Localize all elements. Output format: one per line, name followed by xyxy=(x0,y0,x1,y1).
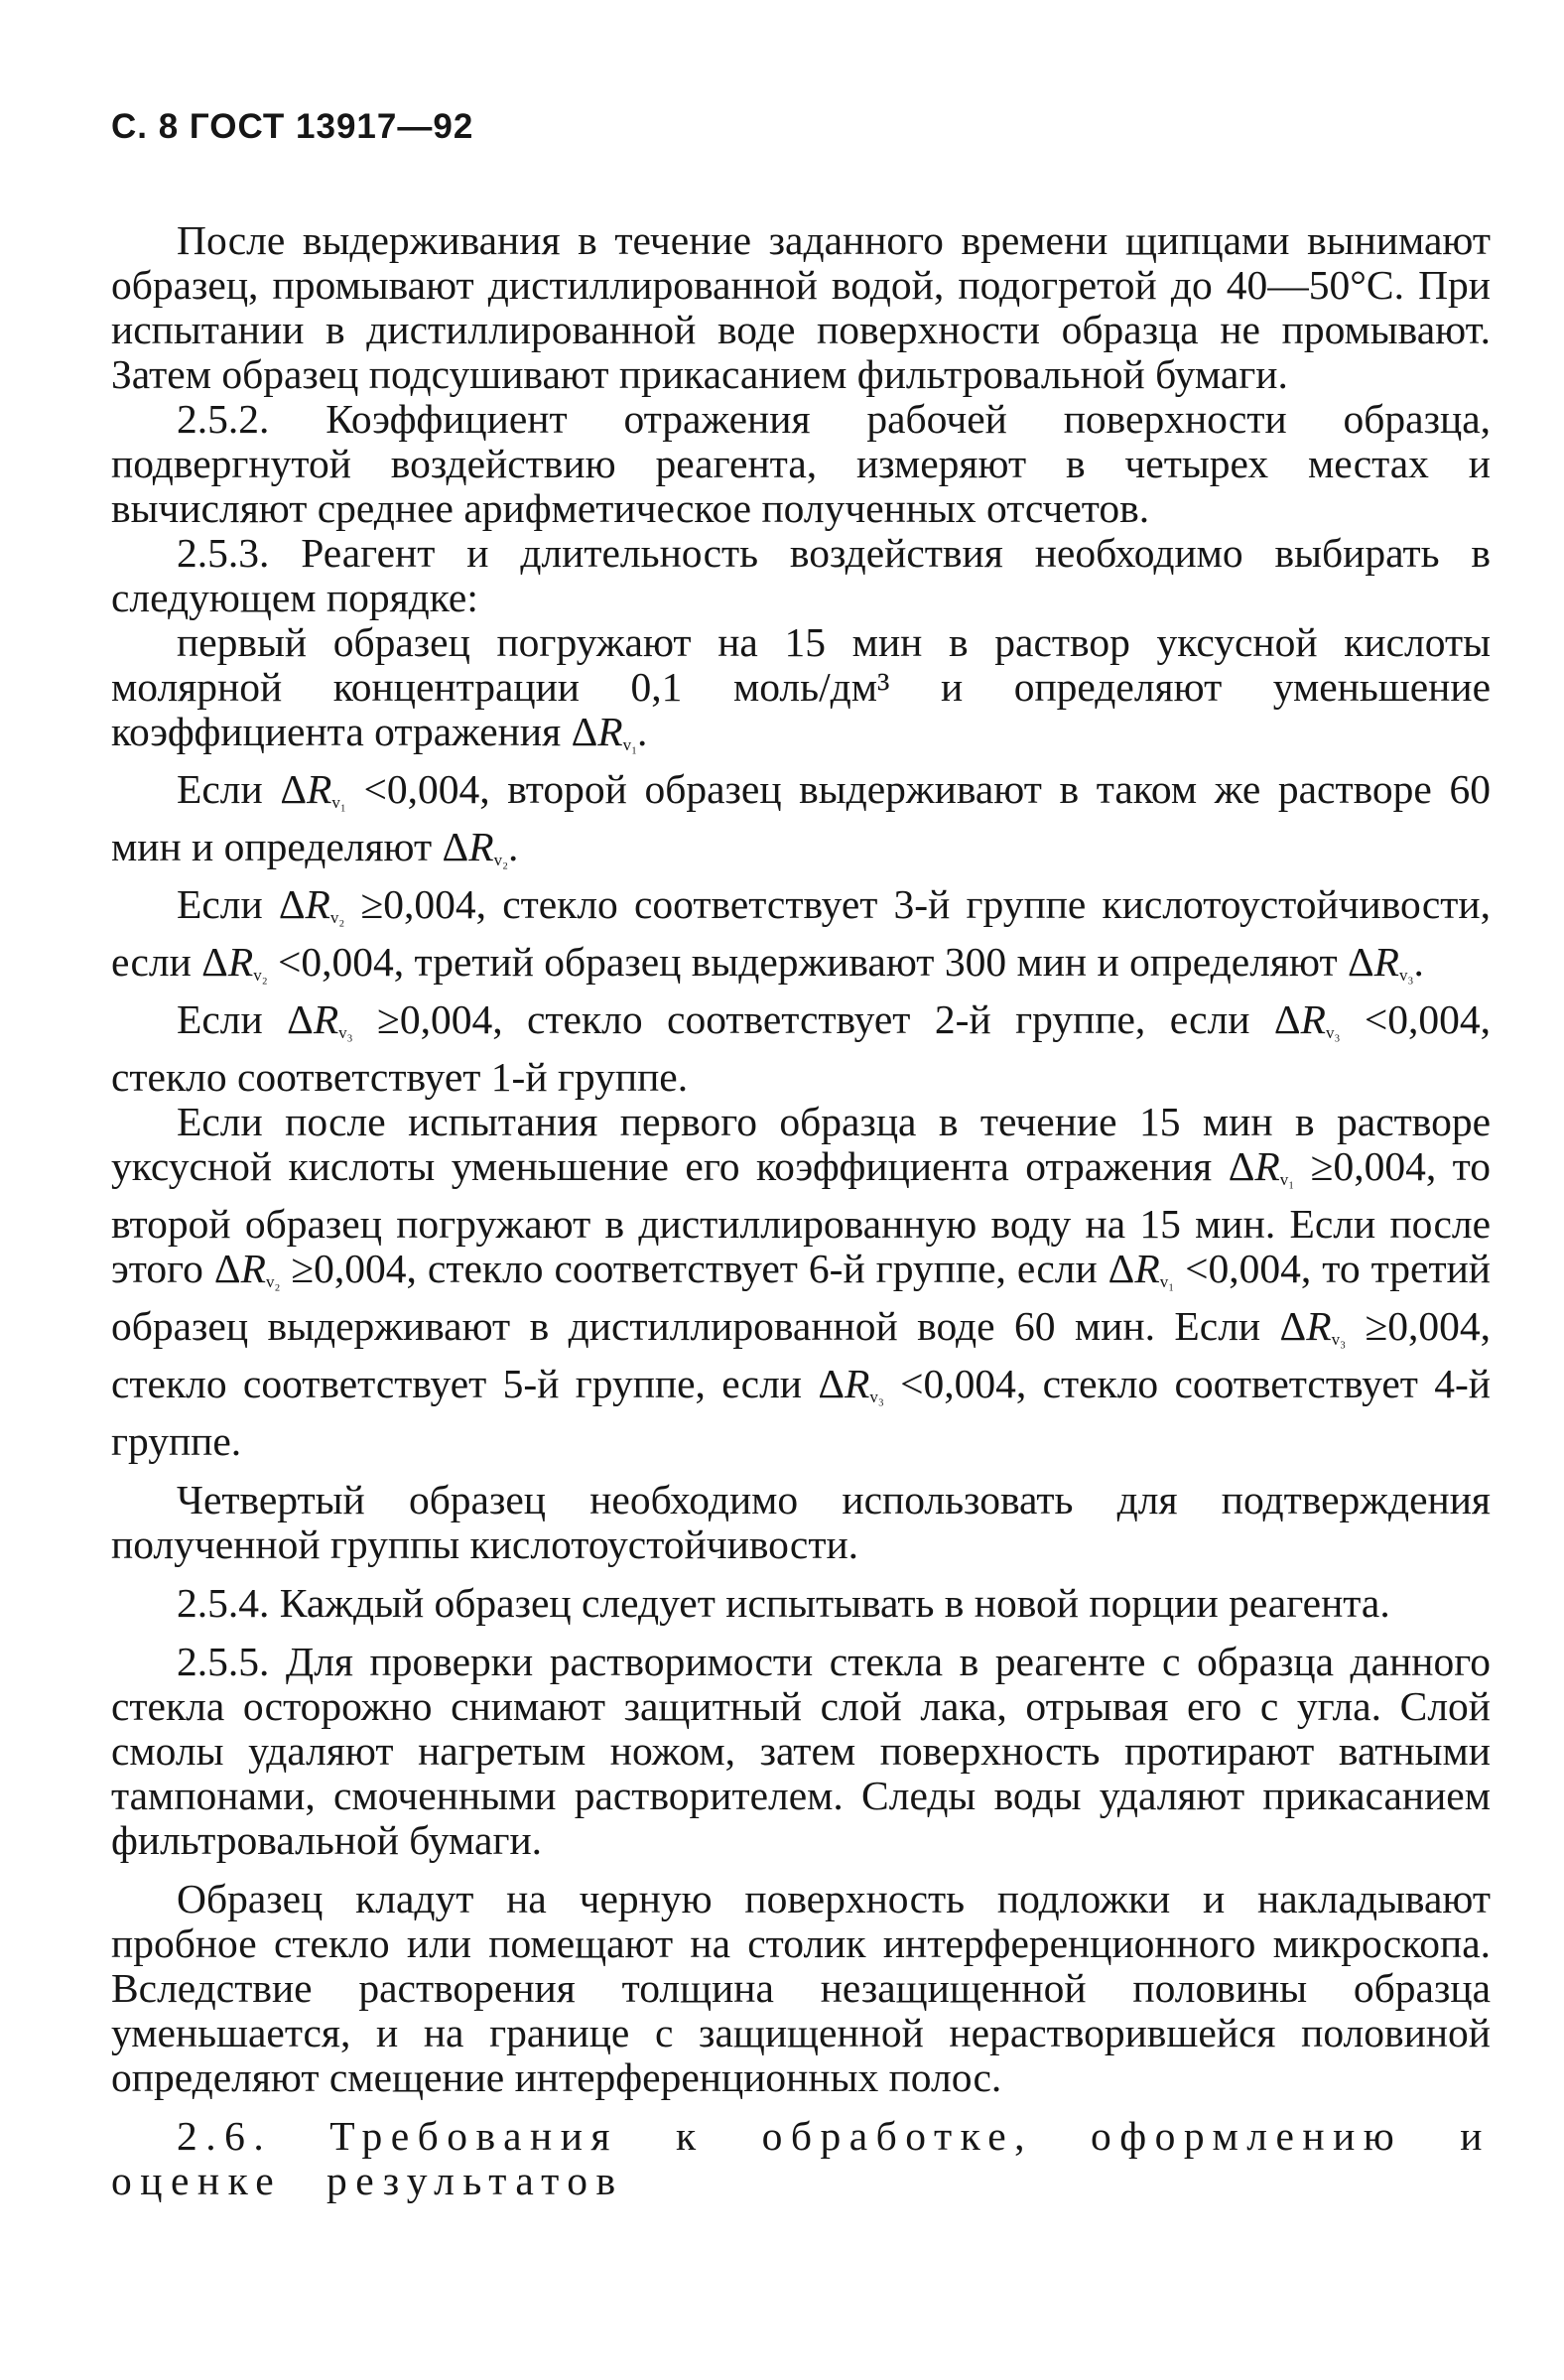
r-symbol: R xyxy=(1373,939,1400,985)
paragraph-2-5-4: 2.5.4. Каждый образец следует испытывать в новой порции реагента. xyxy=(177,1580,1390,1626)
r-symbol: R xyxy=(307,766,332,812)
subscript: v₁ xyxy=(331,793,346,812)
delta-symbol: Δ xyxy=(1347,939,1374,985)
delta-symbol: Δ xyxy=(442,824,469,869)
text: Если после испытания первого образца в течение 15 мин в растворе уксусной кислоты уменьшение его коэффициента отражения xyxy=(111,1099,1491,1189)
r-symbol: R xyxy=(227,939,254,985)
text: <0,004, стекло соответствует 1-й группе. xyxy=(111,996,1491,1100)
r-symbol: R xyxy=(468,824,494,869)
subscript: v₃ xyxy=(869,1388,884,1406)
paragraph-if-dr1 xyxy=(111,767,1491,882)
page-header: С. 8 ГОСТ 13917—92 xyxy=(111,107,474,146)
delta-symbol: Δ xyxy=(287,996,314,1042)
paragraph-2-5-2: 2.5.2. Коэффициент отражения рабочей поверхности образца, подвергнутой воздействию реагента, измеряют в четырех местах и вычисляют среднее арифметическое полученных отсчетов. xyxy=(111,396,1491,531)
r-symbol: R xyxy=(313,996,339,1042)
subscript: v₂ xyxy=(253,966,268,985)
r-symbol: R xyxy=(597,709,623,754)
subscript: v₂ xyxy=(493,851,509,869)
subscript: v₃ xyxy=(1331,1330,1347,1349)
text: <0,004, второй образец выдерживают в таком же растворе 60 мин и определяют xyxy=(111,766,1491,869)
text: ≥0,004, стекло соответствует 2-й группе, если xyxy=(352,996,1274,1042)
text: Если xyxy=(177,996,288,1042)
subscript: v₁ xyxy=(622,735,638,754)
delta-symbol: Δ xyxy=(1228,1143,1255,1189)
paragraph-first-sample xyxy=(111,620,1491,767)
text: . xyxy=(508,824,519,869)
paragraph-fourth-sample: Четвертый образец необходимо использовать для подтверждения полученной группы кислотоустойчивости. xyxy=(111,1477,1491,1567)
text: ≥0,004, стекло соответствует 5-й группе, если xyxy=(111,1303,1491,1406)
paragraph-2-5-3: 2.5.3. Реагент и длительность воздействия необходимо выбирать в следующем порядке: xyxy=(111,530,1491,620)
subscript: v₃ xyxy=(1399,966,1414,985)
delta-symbol: Δ xyxy=(278,881,306,927)
r-symbol: R xyxy=(1300,996,1326,1042)
r-symbol: R xyxy=(240,1246,266,1291)
text: . xyxy=(1413,939,1424,985)
subscript: v₂ xyxy=(329,908,345,927)
delta-symbol: Δ xyxy=(1273,996,1301,1042)
delta-symbol: Δ xyxy=(213,1246,241,1291)
paragraph-distilled-water xyxy=(111,1100,1491,1464)
r-symbol: R xyxy=(1254,1143,1280,1189)
r-symbol: R xyxy=(305,881,330,927)
document-page xyxy=(111,107,1491,2203)
text: Если xyxy=(177,881,279,927)
text: <0,004, третий образец выдерживают 300 мин и определяют xyxy=(267,939,1348,985)
text: ≥0,004, стекло соответствует 6-й группе, если xyxy=(280,1246,1108,1291)
text: <0,004, то третий образец выдерживают в дистиллированной воде 60 мин. Если xyxy=(111,1246,1491,1349)
paragraph-after-holding: После выдерживания в течение заданного времени щипцами вынимают образец, промывают дистиллированной водой, подогретой до 40—50°С. При испытании в дистиллированной воде поверхности образца не промывают. Затем образец подсушивают прикасанием фильтровальной бумаги. xyxy=(111,217,1491,397)
paragraph-2-5-5: 2.5.5. Для проверки растворимости стекла в реагенте с образца данного стекла осторожно снимают защитный слой лака, отрывая его с угла. Слой смолы удаляют нагретым ножом, затем поверхность протирают ватными тампонами, смоченными растворителем. Следы воды удаляют прикасанием фильтровальной бумаги. xyxy=(111,1639,1491,1863)
delta-symbol: Δ xyxy=(1279,1303,1307,1349)
delta-symbol: Δ xyxy=(571,709,598,754)
r-symbol: R xyxy=(1134,1246,1160,1291)
r-symbol: R xyxy=(845,1361,870,1406)
delta-symbol: Δ xyxy=(818,1361,846,1406)
subscript: v₁ xyxy=(1279,1170,1295,1189)
section-heading-2-6: 2.6. Требования к обработке, оформлению и оценке результатов xyxy=(111,2113,1491,2203)
text: Если xyxy=(177,766,281,812)
subscript: v₃ xyxy=(338,1023,353,1042)
r-symbol: R xyxy=(1306,1303,1332,1349)
delta-symbol: Δ xyxy=(201,939,228,985)
subscript: v₃ xyxy=(1325,1023,1341,1042)
paragraph-if-dr3 xyxy=(111,997,1491,1100)
paragraph-sample-placement: Образец кладут на черную поверхность подложки и накладывают пробное стекло или помещают на столик интерференционного микроскопа. Вследствие растворения толщина незащищенной половины образца уменьшается, и на границе с защищенной нерастворившейся половиной определяют смещение интерференционных полос. xyxy=(111,1876,1491,2100)
text: ≥0,004, стекло соответствует 3-й группе кислотоустойчивости, если xyxy=(111,881,1491,985)
delta-symbol: Δ xyxy=(1108,1246,1135,1291)
paragraph-if-dr2 xyxy=(111,882,1491,997)
text: . xyxy=(637,709,648,754)
subscript: v₁ xyxy=(1159,1272,1175,1291)
subscript: v₂ xyxy=(265,1272,281,1291)
delta-symbol: Δ xyxy=(280,766,308,812)
text: <0,004, стекло соответствует 4-й группе. xyxy=(111,1361,1491,1464)
text: ≥0,004, то второй образец погружают в дистиллированную воду на 15 мин. Если после этого xyxy=(111,1143,1491,1291)
text: первый образец погружают на 15 мин в раствор уксусной кислоты молярной концентрации 0,1 моль/дм³ и определяют уменьшение коэффициента отражения xyxy=(111,619,1491,754)
